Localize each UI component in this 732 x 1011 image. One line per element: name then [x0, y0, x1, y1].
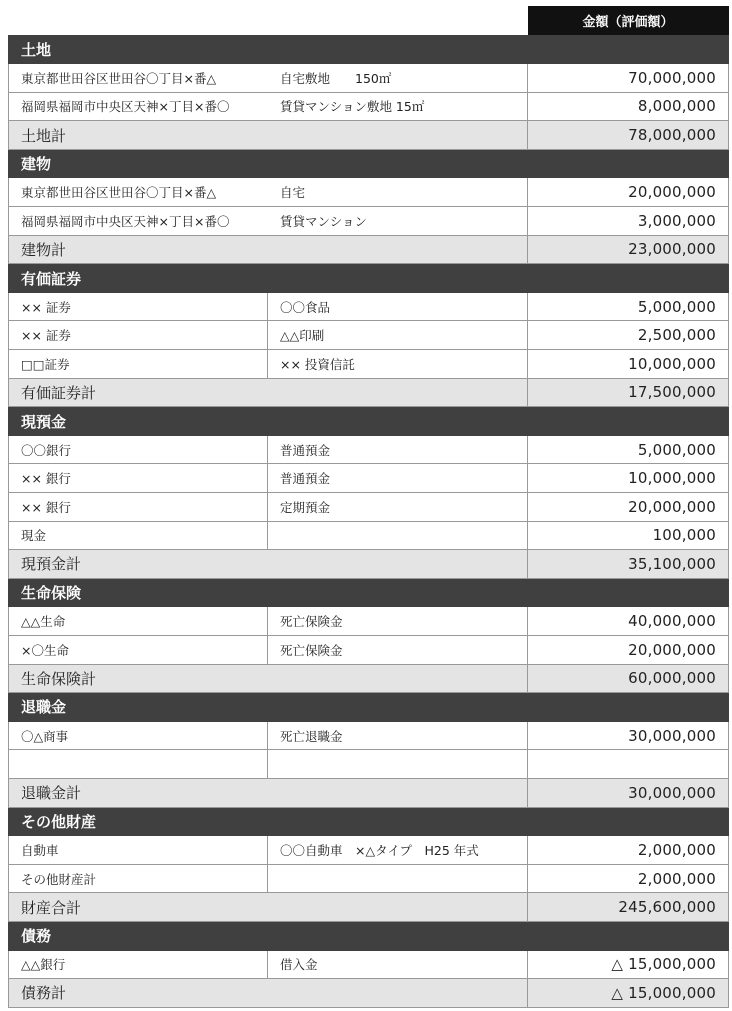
- item-detail: [268, 750, 528, 779]
- item-amount: 5,000,000: [528, 292, 729, 321]
- item-detail: 自宅敷地 150㎡: [280, 70, 392, 86]
- section-title: 退職金: [9, 693, 729, 722]
- item-amount: 10,000,000: [528, 464, 729, 493]
- item-row: [9, 635, 729, 664]
- subtotal-row: [9, 893, 729, 922]
- subtotal-row: [9, 664, 729, 693]
- subtotal-row: [9, 235, 729, 264]
- item-description-cell: [9, 64, 528, 93]
- item-detail: 普通預金: [268, 464, 528, 493]
- item-location: 東京都世田谷区世田谷〇丁目×番△: [21, 70, 217, 86]
- subtotal-row: [9, 778, 729, 807]
- subtotal-row: [9, 121, 729, 150]
- item-row: [9, 521, 729, 550]
- subtotal-amount: 245,600,000: [528, 893, 729, 922]
- item-detail: 〇〇食品: [268, 292, 528, 321]
- item-name: その他財産計: [9, 864, 268, 893]
- item-row: [9, 493, 729, 522]
- item-amount: 3,000,000: [528, 207, 729, 236]
- item-detail: 〇〇自動車 ×△タイプ H25 年式: [268, 836, 528, 865]
- item-name: ×× 銀行: [9, 464, 268, 493]
- item-amount: 2,000,000: [528, 836, 729, 865]
- item-row: [9, 321, 729, 350]
- item-name: △△銀行: [9, 950, 268, 979]
- item-detail: ×× 投資信託: [268, 350, 528, 379]
- item-name: ×× 証券: [9, 321, 268, 350]
- section-header-row: [9, 149, 729, 178]
- item-location: 東京都世田谷区世田谷〇丁目×番△: [21, 185, 217, 201]
- item-amount: △ 15,000,000: [528, 950, 729, 979]
- item-row: [9, 950, 729, 979]
- item-amount: 2,500,000: [528, 321, 729, 350]
- subtotal-label: 財産合計: [9, 893, 528, 922]
- header-blank-cell: [268, 6, 528, 35]
- item-amount: 100,000: [528, 521, 729, 550]
- item-name: 〇〇銀行: [9, 435, 268, 464]
- amount-column-header: 金額（評価額）: [528, 6, 729, 35]
- subtotal-amount: 23,000,000: [528, 235, 729, 264]
- item-detail: [268, 864, 528, 893]
- item-location: 福岡県福岡市中央区天神×丁目×番〇: [21, 213, 230, 229]
- item-amount: 30,000,000: [528, 721, 729, 750]
- section-title: その他財産: [9, 807, 729, 836]
- item-detail: 借入金: [268, 950, 528, 979]
- item-row: [9, 435, 729, 464]
- section-header-row: [9, 578, 729, 607]
- item-amount: 70,000,000: [528, 64, 729, 93]
- subtotal-label: 生命保険計: [9, 664, 528, 693]
- item-row: [9, 64, 729, 93]
- item-detail: 定期預金: [268, 493, 528, 522]
- subtotal-label: 退職金計: [9, 778, 528, 807]
- item-amount: 2,000,000: [528, 864, 729, 893]
- item-detail: 賃貸マンション: [280, 213, 367, 229]
- item-row: [9, 864, 729, 893]
- item-row: [9, 607, 729, 636]
- item-row: [9, 721, 729, 750]
- header-row: [9, 6, 729, 35]
- subtotal-row: [9, 550, 729, 579]
- item-amount: 40,000,000: [528, 607, 729, 636]
- item-row: [9, 207, 729, 236]
- section-title: 建物: [9, 149, 729, 178]
- section-title: 有価証券: [9, 264, 729, 293]
- item-name: 現金: [9, 521, 268, 550]
- item-name: ×× 銀行: [9, 493, 268, 522]
- item-amount: [528, 750, 729, 779]
- section-header-row: [9, 807, 729, 836]
- item-detail: [268, 521, 528, 550]
- section-title: 現預金: [9, 407, 729, 436]
- item-amount: 10,000,000: [528, 350, 729, 379]
- subtotal-amount: 78,000,000: [528, 121, 729, 150]
- asset-list-sheet: [8, 6, 728, 1008]
- item-location: 福岡県福岡市中央区天神×丁目×番〇: [21, 99, 230, 115]
- item-description-cell: [9, 178, 528, 207]
- item-name: 〇△商事: [9, 721, 268, 750]
- item-row: [9, 178, 729, 207]
- subtotal-label: 現預金計: [9, 550, 528, 579]
- item-amount: 20,000,000: [528, 178, 729, 207]
- subtotal-label: 債務計: [9, 979, 528, 1008]
- item-amount: 20,000,000: [528, 635, 729, 664]
- section-header-row: [9, 407, 729, 436]
- section-title: 生命保険: [9, 578, 729, 607]
- item-amount: 8,000,000: [528, 92, 729, 121]
- section-title: 債務: [9, 921, 729, 950]
- item-detail: 賃貸マンション敷地 15㎡: [280, 99, 425, 115]
- item-name: [9, 750, 268, 779]
- item-detail: △△印刷: [268, 321, 528, 350]
- section-title: 土地: [9, 35, 729, 64]
- item-detail: 死亡保険金: [268, 635, 528, 664]
- subtotal-amount: 35,100,000: [528, 550, 729, 579]
- subtotal-amount: 17,500,000: [528, 378, 729, 407]
- section-header-row: [9, 693, 729, 722]
- item-name: □□証券: [9, 350, 268, 379]
- item-amount: 20,000,000: [528, 493, 729, 522]
- asset-table: [8, 6, 729, 1008]
- item-detail: 自宅: [280, 185, 306, 201]
- item-name: ×〇生命: [9, 635, 268, 664]
- item-row: [9, 92, 729, 121]
- item-row: [9, 750, 729, 779]
- section-header-row: [9, 35, 729, 64]
- item-row: [9, 292, 729, 321]
- item-name: △△生命: [9, 607, 268, 636]
- item-row: [9, 350, 729, 379]
- subtotal-row: [9, 979, 729, 1008]
- subtotal-row: [9, 378, 729, 407]
- asset-table-body: [9, 6, 729, 1007]
- item-row: [9, 836, 729, 865]
- subtotal-amount: △ 15,000,000: [528, 979, 729, 1008]
- section-header-row: [9, 264, 729, 293]
- section-header-row: [9, 921, 729, 950]
- subtotal-label: 土地計: [9, 121, 528, 150]
- subtotal-amount: 30,000,000: [528, 778, 729, 807]
- item-description-cell: [9, 207, 528, 236]
- item-name: ×× 証券: [9, 292, 268, 321]
- item-row: [9, 464, 729, 493]
- subtotal-label: 建物計: [9, 235, 528, 264]
- item-description-cell: [9, 92, 528, 121]
- item-detail: 死亡退職金: [268, 721, 528, 750]
- item-amount: 5,000,000: [528, 435, 729, 464]
- item-name: 自動車: [9, 836, 268, 865]
- header-blank-cell: [9, 6, 268, 35]
- subtotal-amount: 60,000,000: [528, 664, 729, 693]
- subtotal-label: 有価証券計: [9, 378, 528, 407]
- item-detail: 死亡保険金: [268, 607, 528, 636]
- item-detail: 普通預金: [268, 435, 528, 464]
